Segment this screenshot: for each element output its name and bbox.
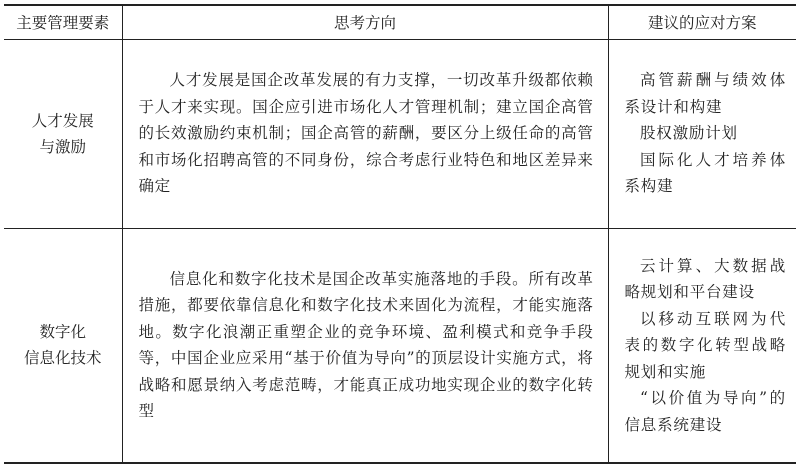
advice-cell	[608, 228, 796, 463]
factor-line: 人才发展	[31, 111, 94, 130]
table-header	[4, 5, 796, 39]
advice-item: 国际化人才培养体系构建	[624, 150, 786, 196]
thinking-text: 信息化和数字化技术是国企改革实施落地的手段。所有改革措施，都要依靠信息化和数字化技术来固化为流程，才能实施落地。数字化浪潮正重塑企业的竞争环境、盈利模式和竞争手段等，中国企业应采用“基于价值为导向”的顶层设计实施方式，将战略和愿景纳入考虑范畴，才能真正成功地实现企业的数字化转型	[138, 269, 594, 421]
header-main-factor: 主要管理要素	[4, 5, 122, 39]
factor-line: 与激励	[39, 137, 86, 156]
table-row-talent	[4, 39, 796, 228]
management-elements-table	[4, 4, 796, 464]
thinking-cell	[122, 228, 608, 463]
header-suggested-solution: 建议的应对方案	[608, 5, 796, 39]
advice-item: 以移动互联网为代表的数字化转型战略规划和实施	[624, 309, 786, 381]
factor-cell	[4, 39, 122, 228]
factor-line: 数字化	[39, 323, 86, 342]
table-body	[4, 39, 796, 463]
advice-item: 股权激励计划	[640, 124, 738, 143]
factor-cell	[4, 228, 122, 463]
advice-item: “以价值为导向”的信息系统建设	[624, 389, 786, 434]
advice-item: 高管薪酬与绩效体系设计和构建	[624, 71, 786, 116]
thinking-text: 人才发展是国企改革发展的有力支撑，一切改革升级都依赖于人才来实现。国企应引进市场化人才管理机制；建立国企高管的长效激励约束机制；国企高管的薪酬，要区分上级任命的高管和市场化招聘高管的不同身份，综合考虑行业特色和地区差异来确定	[138, 71, 594, 196]
header-thinking-direction: 思考方向	[122, 5, 608, 39]
factor-line: 信息化技术	[23, 349, 102, 368]
advice-item: 云计算、大数据战略规划和平台建设	[624, 256, 786, 301]
thinking-cell	[122, 39, 608, 228]
advice-cell	[608, 39, 796, 228]
table-row-digital	[4, 228, 796, 463]
header-row	[4, 5, 796, 39]
